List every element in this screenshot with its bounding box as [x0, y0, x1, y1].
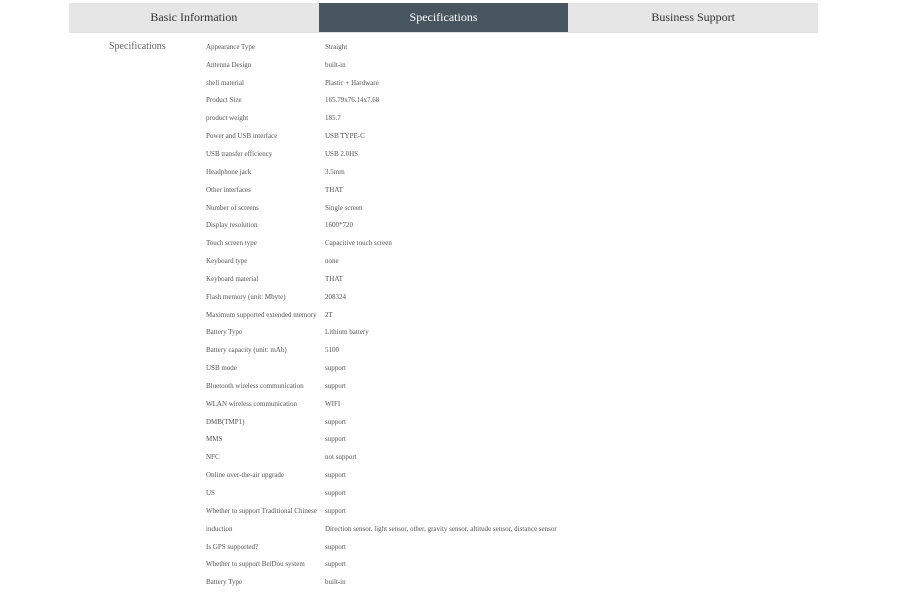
spec-row: [206, 199, 685, 217]
spec-value: support: [325, 542, 346, 551]
spec-row: [206, 520, 685, 538]
tab-specifications[interactable]: Specifications: [319, 3, 569, 32]
spec-value: support: [325, 560, 346, 569]
spec-key: induction: [206, 524, 233, 533]
spec-row: [206, 270, 685, 288]
spec-key: Touch screen type: [206, 239, 257, 248]
spec-value: Lithium battery: [325, 328, 369, 337]
spec-row: [206, 181, 685, 199]
spec-key: MMS: [206, 435, 223, 444]
spec-value: WIFI: [325, 399, 341, 408]
spec-key: Bluetooth wireless communication: [206, 381, 304, 390]
spec-row: [206, 359, 685, 377]
spec-key: Number of screens: [206, 203, 259, 212]
spec-key: Online over-the-air upgrade: [206, 471, 284, 480]
spec-value: support: [325, 489, 346, 498]
spec-value: Straight: [325, 42, 348, 51]
spec-value: support: [325, 417, 346, 426]
spec-row: [206, 216, 685, 234]
tab-basic-information[interactable]: Basic Information: [69, 3, 319, 32]
spec-value: 185.7: [325, 114, 341, 123]
tab-bar: [69, 3, 818, 33]
spec-value: Single screen: [325, 203, 363, 212]
spec-value: 208324: [325, 292, 346, 301]
spec-value: support: [325, 364, 346, 373]
spec-row: [206, 163, 685, 181]
spec-key: Battery Type: [206, 328, 243, 337]
spec-key: Keyboard material: [206, 274, 259, 283]
spec-key: NFC: [206, 453, 220, 462]
spec-key: USB transfer efficiency: [206, 149, 273, 158]
spec-key: Antenna Design: [206, 60, 252, 69]
spec-value: built-in: [325, 578, 346, 587]
spec-row: [206, 234, 685, 252]
spec-value: support: [325, 435, 346, 444]
spec-value: not support: [325, 453, 357, 462]
spec-row: [206, 395, 685, 413]
spec-value: 2T: [325, 310, 333, 319]
spec-value: built-in: [325, 60, 346, 69]
spec-key: USB mode: [206, 364, 237, 373]
spec-row: [206, 502, 685, 520]
spec-row: [206, 573, 685, 591]
spec-key: Headphone jack: [206, 167, 252, 176]
spec-row: [206, 145, 685, 163]
spec-row: [206, 484, 685, 502]
spec-row: [206, 555, 685, 573]
spec-value: 165.79x76.14x7.68: [325, 96, 380, 105]
spec-value: USB TYPE-C: [325, 132, 365, 141]
spec-key: US: [206, 489, 215, 498]
tab-business-support[interactable]: Business Support: [568, 3, 818, 32]
spec-value: Capacitive touch screen: [325, 239, 392, 248]
spec-key: Battery Type: [206, 578, 243, 587]
spec-value: none: [325, 257, 339, 266]
spec-list: [206, 38, 685, 591]
spec-key: Whether to support Traditional Chinese: [206, 506, 317, 515]
spec-key: Product Size: [206, 96, 242, 105]
spec-row: [206, 109, 685, 127]
spec-row: [206, 306, 685, 324]
spec-value: THAT: [325, 185, 343, 194]
spec-value: 5100: [325, 346, 339, 355]
spec-value: 1600*720: [325, 221, 353, 230]
spec-value: THAT: [325, 274, 343, 283]
spec-row: [206, 56, 685, 74]
spec-row: [206, 341, 685, 359]
spec-value: Direction sensor, light sensor, other, gravity sensor, altitude sensor, distance sensor: [325, 524, 557, 533]
spec-key: Battery capacity (unit: mAh): [206, 346, 287, 355]
spec-row: [206, 431, 685, 449]
spec-row: [206, 127, 685, 145]
spec-value: Plastic + Hardware: [325, 78, 379, 87]
spec-value: support: [325, 381, 346, 390]
spec-row: [206, 288, 685, 306]
spec-value: USB 2.0HS: [325, 149, 359, 158]
spec-key: DMB(TMP1): [206, 417, 245, 426]
spec-key: Appearance Type: [206, 42, 255, 51]
spec-key: Keyboard type: [206, 257, 248, 266]
spec-row: [206, 38, 685, 56]
spec-key: Maximum supported extended memory: [206, 310, 317, 319]
spec-row: [206, 377, 685, 395]
spec-key: Power and USB interface: [206, 132, 278, 141]
spec-key: WLAN wireless communication: [206, 399, 297, 408]
spec-key: shell material: [206, 78, 244, 87]
section-title: Specifications: [109, 41, 166, 52]
spec-key: Display resolution: [206, 221, 258, 230]
spec-value: support: [325, 506, 346, 515]
spec-row: [206, 538, 685, 556]
spec-row: [206, 74, 685, 92]
spec-row: [206, 324, 685, 342]
spec-row: [206, 92, 685, 110]
spec-value: 3.5mm: [325, 167, 345, 176]
spec-row: [206, 448, 685, 466]
spec-key: Is GPS supported?: [206, 542, 259, 551]
spec-value: support: [325, 471, 346, 480]
spec-key: product weight: [206, 114, 249, 123]
spec-row: [206, 413, 685, 431]
spec-row: [206, 466, 685, 484]
spec-key: Whether to support BeiDou system: [206, 560, 305, 569]
spec-key: Other interfaces: [206, 185, 251, 194]
spec-key: Flash memory (unit: Mbyte): [206, 292, 286, 301]
spec-row: [206, 252, 685, 270]
